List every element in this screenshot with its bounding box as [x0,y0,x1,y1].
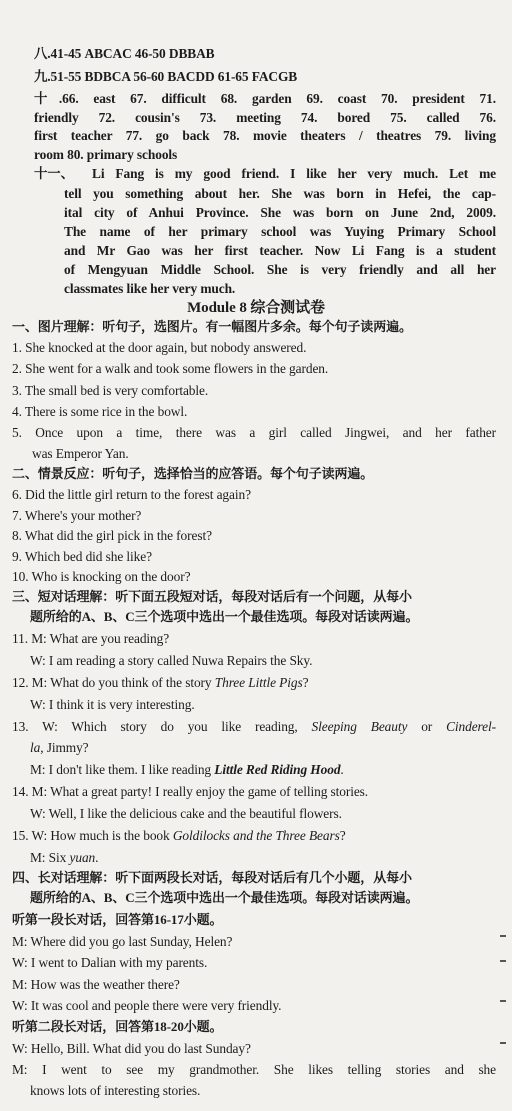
dialogue-line [12,719,496,735]
essay-line: The name of her primary school was Yuying Primary School [64,224,496,239]
section-heading-3-cont: 题所给的A、B、C三个选项中选出一个最佳选项。每段对话读两遍。 [30,609,419,624]
question-item: 4. There is some rice in the bowl. [12,404,188,419]
essay-line: tell you something about her. She was born in Hefei, the cap- [64,186,496,201]
dialogue-line [12,828,496,844]
dialogue-text: M: I don't like them. I like reading [30,762,215,777]
dialogue-line: W: Hello, Bill. What did you do last Sunday? [12,1041,251,1056]
conversation-heading: 听第一段长对话，回答第16-17小题。 [12,912,223,927]
dialogue-text: . [340,762,344,777]
question-item: 1. She knocked at the door again, but nobody answered. [12,340,307,355]
answer-line-10c: first teacher 77. go back 78. movie theaters / theatres 79. living [34,128,496,143]
section-heading-4-cont: 题所给的A、B、C三个选项中选出一个最佳选项。每段对话读两遍。 [30,890,419,905]
essay-line: ital city of Anhui Province. She was born on June 2nd, 2009. [64,205,496,220]
dialogue-text: , Jimmy? [40,740,89,755]
dialogue-line: W: It was cool and people there were very friendly. [12,998,282,1013]
question-item: 6. Did the little girl return to the forest again? [12,487,251,502]
section-heading-4: 四、长对话理解：听下面两段长对话，每段对话后有几个小题，从每小 [12,870,412,885]
question-item: 7. Where's your mother? [12,508,142,523]
answer-line-8: 八.41-45 ABCAC 46-50 DBBAB [34,46,215,61]
essay-line: classmates like her very much. [64,281,236,296]
dialogue-line [30,850,496,866]
dialogue-line: W: I went to Dalian with my parents. [12,955,208,970]
story-title: Little Red Riding Hood [214,762,341,777]
conversation-heading: 听第二段长对话，回答第18-20小题。 [12,1019,223,1034]
dialogue-line: M: Where did you go last Sunday, Helen? [12,934,233,949]
story-title: Cinderel- [446,719,496,734]
margin-tick [500,935,506,937]
story-title: Three Little Pigs [214,675,303,690]
dialogue-line: M: How was the weather there? [12,977,180,992]
dialogue-text: ? [339,828,346,843]
question-item-cont: was Emperor Yan. [32,446,129,461]
dialogue-line [30,740,496,756]
dialogue-text: or [407,719,447,734]
story-title: Goldilocks and the Three Bears [172,828,340,843]
question-item: 2. She went for a walk and took some flowers in the garden. [12,361,329,376]
dialogue-text: 13. W: Which story do you like reading, [12,719,312,734]
essay-label: 十一、 [34,166,74,181]
dialogue-text: ? [302,675,309,690]
section-heading-1: 一、图片理解：听句子，选图片。有一幅图片多余。每个句子读两遍。 [12,319,412,334]
margin-tick [500,1042,506,1044]
answer-line-10d: room 80. primary schools [34,147,178,162]
dialogue-text: . [95,850,99,865]
dialogue-text: 12. M: What do you think of the story [12,675,215,690]
dialogue-line [12,675,496,691]
question-item: 8. What did the girl pick in the forest? [12,528,212,543]
story-title: Sleeping Beauty [311,719,408,734]
dialogue-text: M: Six [30,850,70,865]
question-item: 3. The small bed is very comfortable. [12,383,209,398]
margin-tick [500,960,506,962]
dialogue-line: 11. M: What are you reading? [12,631,170,646]
dialogue-line: knows lots of interesting stories. [30,1083,201,1098]
question-item: 5. Once upon a time, there was a girl called Jingwei, and her father [12,425,496,440]
essay-line: of Mengyuan Middle School. She is very friendly and all her [64,262,496,277]
story-title: la [30,740,41,755]
dialogue-line: M: I went to see my grandmother. She likes telling stories and she [12,1062,496,1077]
section-heading-3: 三、短对话理解：听下面五段短对话，每段对话后有一个问题，从每小 [12,589,412,604]
dialogue-line: W: I think it is very interesting. [30,697,195,712]
module-title: Module 8 综合测试卷 [187,300,325,316]
dialogue-line [30,762,496,778]
essay-line: and Mr Gao was her first teacher. Now Li Fang is a student [64,243,496,258]
answer-line-9: 九.51-55 BDBCA 56-60 BACDD 61-65 FACGB [34,69,298,84]
section-heading-2: 二、情景反应：听句子，选择恰当的应答语。每个句子读两遍。 [12,466,374,481]
question-item: 10. Who is knocking on the door? [12,569,191,584]
margin-tick [500,1000,506,1002]
question-item: 9. Which bed did she like? [12,549,152,564]
dialogue-line: W: Well, I like the delicious cake and the beautiful flowers. [30,806,342,821]
dialogue-line: W: I am reading a story called Nuwa Repairs the Sky. [30,653,313,668]
essay-line: Li Fang is my good friend. I like her very much. Let me [92,166,496,181]
answer-line-10b: friendly 72. cousin's 73. meeting 74. bored 75. called 76. [34,110,496,125]
dialogue-text: 15. W: How much is the book [12,828,173,843]
answer-line-10a: 十.66. east 67. difficult 68. garden 69. coast 70. president 71. [34,91,496,106]
dialogue-line: 14. M: What a great party! I really enjoy the game of telling stories. [12,784,369,799]
currency: yuan [69,850,96,865]
